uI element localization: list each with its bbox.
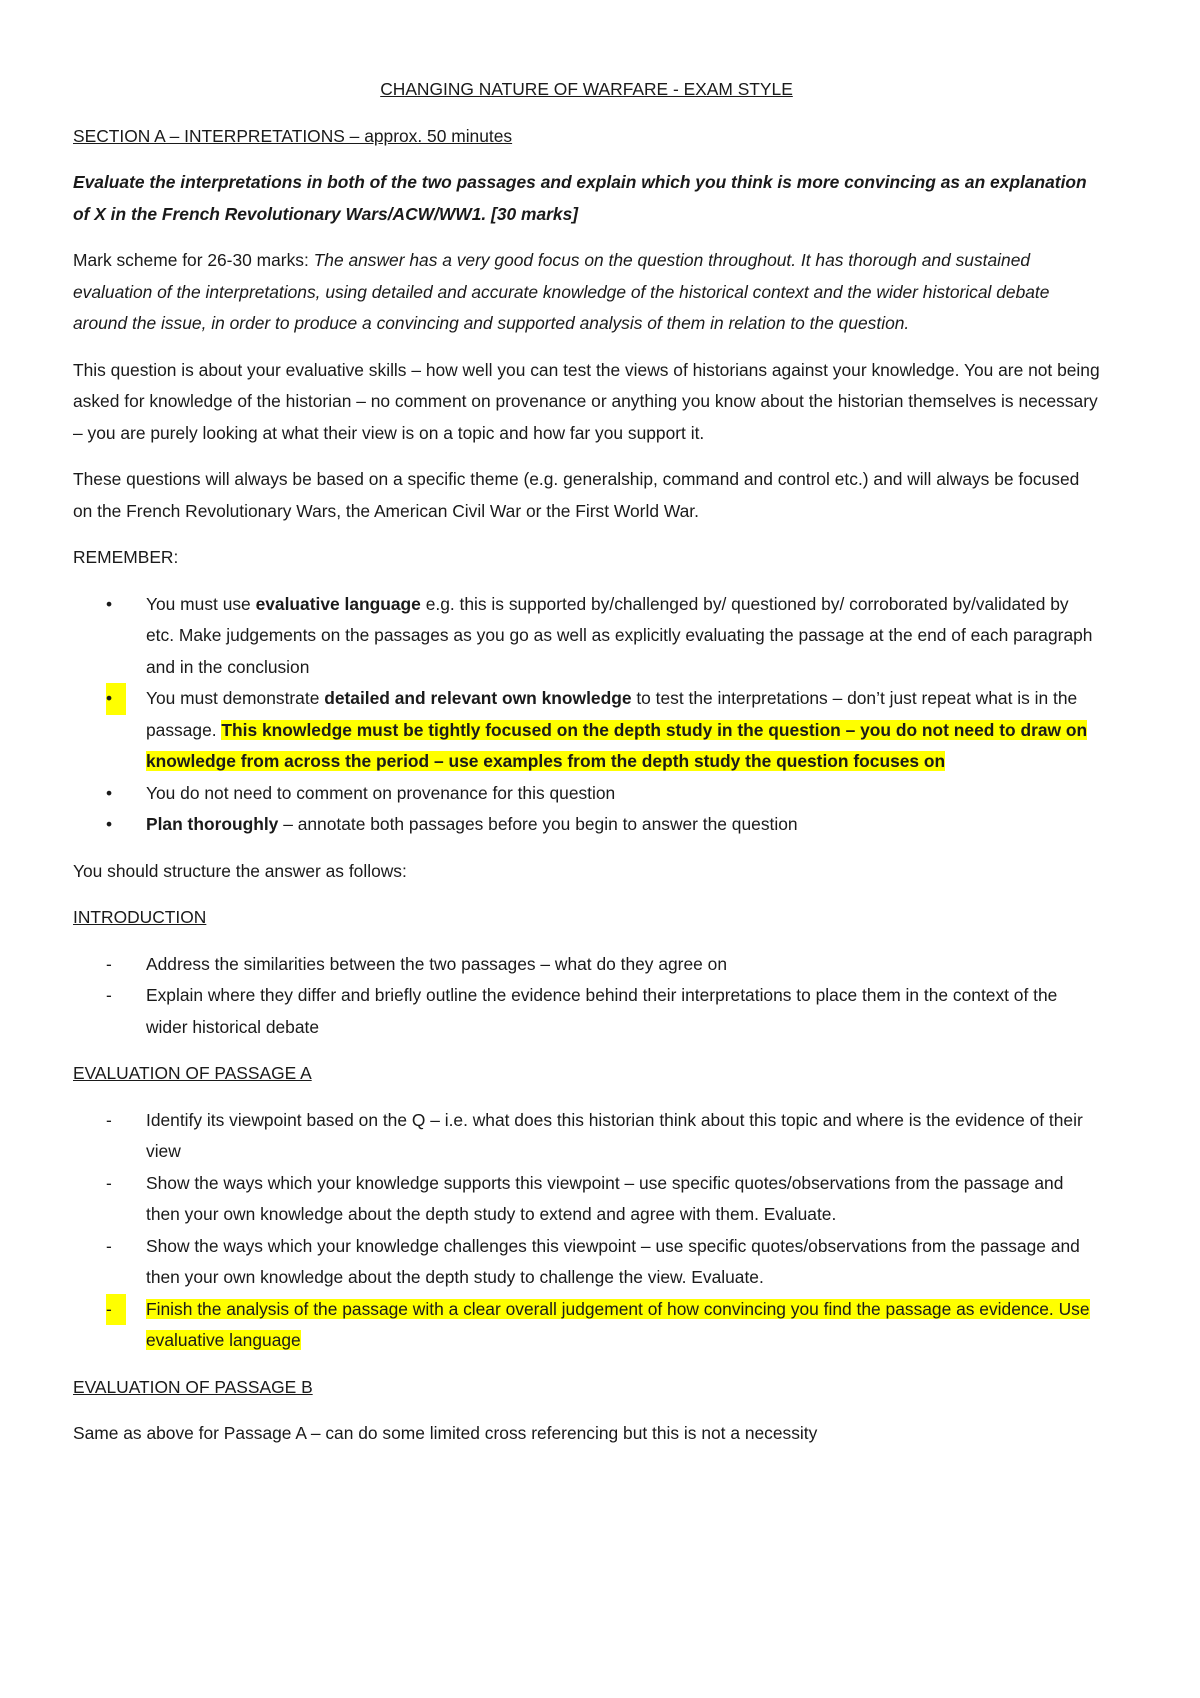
passage-a-list xyxy=(73,1105,1100,1357)
exam-question: Evaluate the interpretations in both of the two passages and explain which you think is more convincing as an explanation of X in the French Revolutionary Wars/ACW/WW1. [30 marks] xyxy=(73,172,1087,224)
list-item: - Show the ways which your knowledge supports this viewpoint – use specific quotes/observations from the passage and then your own knowledge about the depth study to extend and agree with them. Evaluate. xyxy=(73,1168,1100,1231)
list-item: • You do not need to comment on provenance for this question xyxy=(73,778,1100,810)
list-item: - Show the ways which your knowledge challenges this viewpoint – use specific quotes/observations from the passage and then your own knowledge about the depth study to challenge the view. Evaluate. xyxy=(73,1231,1100,1294)
mark-scheme xyxy=(73,245,1100,340)
bullet-icon: • xyxy=(106,782,113,803)
introduction-list xyxy=(73,949,1100,1044)
bullet-icon: • xyxy=(106,683,126,715)
list-item: • You must use evaluative language e.g. this is supported by/challenged by/ questioned by/ corroborated by/validated by etc. Make judgements on the passages as you go as well as explicitly evaluating the passage at the end of each paragraph and in the conclusion xyxy=(73,589,1100,684)
paragraph-themes: These questions will always be based on a specific theme (e.g. generalship, command and control etc.) and will always be focused on the French Revolutionary Wars, the American Civil War or the First World War. xyxy=(73,469,1080,521)
highlighted-text: Finish the analysis of the passage with a clear overall judgement of how convincing you find the passage as evidence. Use evaluative language xyxy=(146,1298,1090,1350)
list-item xyxy=(73,1294,1100,1357)
mark-scheme-label: Mark scheme for 26-30 marks: xyxy=(73,250,314,270)
passage-b-heading: EVALUATION OF PASSAGE B xyxy=(73,1376,313,1397)
passage-b-text: Same as above for Passage A – can do some limited cross referencing but this is not a necessity xyxy=(73,1423,818,1443)
bullet-icon: • xyxy=(106,814,113,834)
paragraph-evaluative-skills: This question is about your evaluative skills – how well you can test the views of historians against your knowledge. You are not being asked for knowledge of the historian – no comment on provenance or anything you know about the historian themselves is necessary – you are purely looking at what their view is on a topic and how far you support it. xyxy=(73,359,1100,443)
list-item: - Identify its viewpoint based on the Q – i.e. what does this historian think about this topic and where is the evidence of their view xyxy=(73,1105,1100,1168)
list-item: • Plan thoroughly – annotate both passages before you begin to answer the question xyxy=(73,809,1100,841)
dash-icon: - xyxy=(106,1109,112,1130)
introduction-heading: INTRODUCTION xyxy=(73,907,207,927)
bullet-icon: • xyxy=(106,593,113,614)
dash-icon: - xyxy=(106,1294,126,1326)
document-title: CHANGING NATURE OF WARFARE - EXAM STYLE xyxy=(380,79,793,99)
remember-list xyxy=(73,589,1100,841)
mark-scheme-text: The answer has a very good focus on the question throughout. It has thorough and sustained evaluation of the interpretations, using detailed and accurate knowledge of the historical context and the wider historical debate around the issue, in order to produce a convincing and supported analysis of them in relation to the question. xyxy=(73,250,1050,333)
section-heading: SECTION A – INTERPRETATIONS – approx. 50 minutes xyxy=(73,125,513,146)
dash-icon: - xyxy=(106,953,112,974)
list-item: - Explain where they differ and briefly outline the evidence behind their interpretations to place them in the context of the wider historical debate xyxy=(73,980,1100,1043)
list-item: - Address the similarities between the two passages – what do they agree on xyxy=(73,949,1100,981)
dash-icon: - xyxy=(106,1172,112,1193)
dash-icon: - xyxy=(106,985,112,1005)
dash-icon: - xyxy=(106,1235,112,1256)
remember-label: REMEMBER: xyxy=(73,547,179,567)
list-item: • You must demonstrate detailed and relevant own knowledge to test the interpretations – don’t just repeat what is in the passage. This knowledge must be tightly focused on the depth study in the question – you do not need to draw on knowledge from across the period – use examples from the depth study the question focuses on xyxy=(73,683,1100,778)
structure-intro: You should structure the answer as follows: xyxy=(73,860,407,881)
highlighted-text: This knowledge must be tightly focused on the depth study in the question – you do not need to draw on knowledge from across the period – use examples from the depth study the question focuses on xyxy=(146,719,1088,771)
passage-a-heading: EVALUATION OF PASSAGE A xyxy=(73,1063,312,1083)
